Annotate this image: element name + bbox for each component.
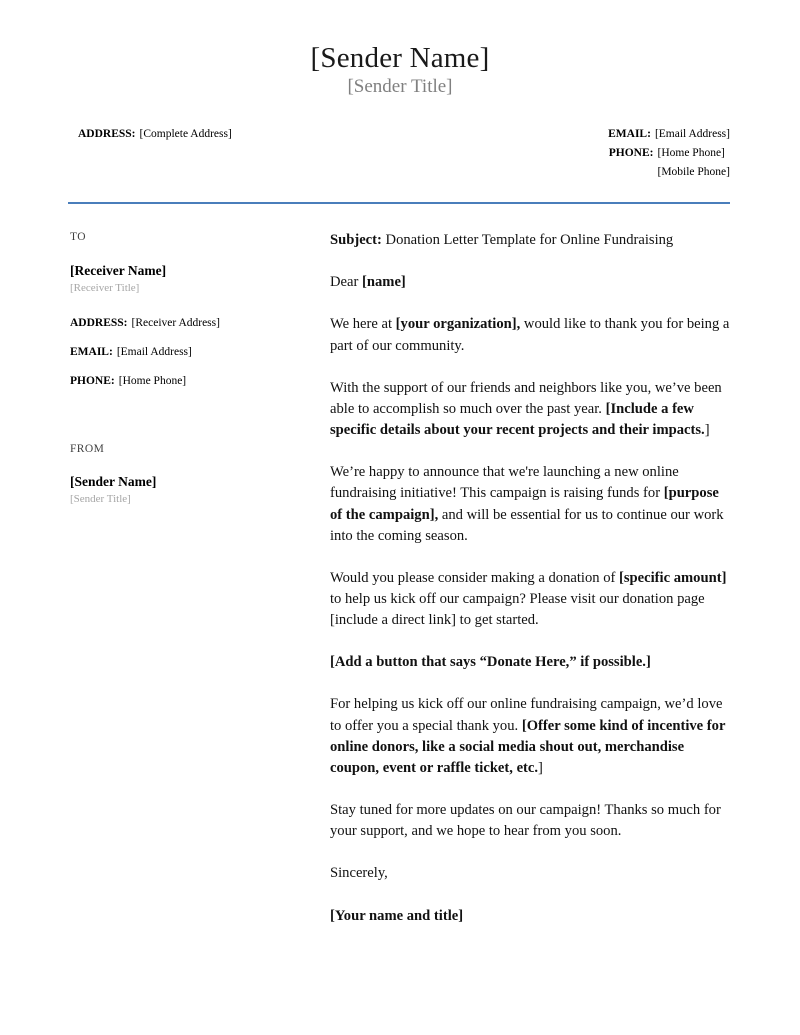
header-divider-rule [68, 202, 730, 204]
header-contact-value: [Complete Address] [139, 128, 232, 141]
text-run: With the support of our friends and neighbors like you, we’ve been able to accomplish so much over the past year. [330, 379, 722, 417]
letter-column [298, 230, 730, 927]
text-run: and will be essential for us to continue our work into the coming season. [330, 506, 724, 544]
text-run: We here at [330, 316, 396, 333]
salutation-plain: Dear [330, 274, 363, 291]
receiver-contact-label: ADDRESS: [70, 317, 128, 330]
p-incentive [330, 694, 730, 779]
receiver-contact-row [70, 344, 298, 360]
emphasis-run: [Add a button that says “Donate Here,” if possible.] [330, 654, 651, 671]
header-contact-value-stack [655, 125, 730, 144]
header-contact-row [608, 125, 730, 144]
header-contact-label: ADDRESS: [78, 128, 136, 141]
header-contact-value-stack [657, 144, 730, 181]
subject-text: Donation Letter Template for Online Fundraising [385, 232, 674, 249]
header-contact-row [608, 144, 730, 181]
receiver-contact-row [70, 373, 298, 389]
emphasis-run: [purpose of the campaign], [330, 485, 719, 523]
receiver-name: [Receiver Name] [70, 263, 167, 279]
salutation-name-placeholder: [name] [362, 274, 406, 291]
header-contact-value: [Mobile Phone] [657, 165, 730, 178]
text-run: Would you please consider making a donation of [330, 569, 620, 586]
text-run: For helping us kick off our online fundraising campaign, we’d love to offer you a special thank you. [330, 696, 723, 734]
receiver-contact-value: [Receiver Address] [131, 317, 220, 330]
from-block [70, 442, 298, 507]
receiver-contact-value-stack [119, 373, 186, 389]
from-sender-title: [Sender Title] [70, 493, 131, 506]
emphasis-run: [Your name and title] [330, 907, 464, 924]
subject-line [330, 230, 730, 251]
p-support [330, 378, 730, 441]
letter-body [330, 230, 730, 927]
header-contact-value: [Home Phone] [657, 146, 725, 159]
header-contact-label: PHONE: [608, 146, 654, 159]
emphasis-run: [Offer some kind of incentive for online donors, like a social media shout out, merchandise coupon, event or raffle ticket, etc. [330, 717, 726, 776]
header-contact-row [78, 126, 232, 143]
receiver-title: [Receiver Title] [70, 281, 140, 294]
header-contact-value: [Email Address] [654, 128, 730, 141]
to-block [70, 230, 298, 389]
letter-paragraphs [330, 314, 730, 926]
to-label: TO [70, 231, 86, 244]
receiver-contact-row [70, 315, 298, 331]
receiver-contact-label: PHONE: [70, 375, 115, 388]
text-run: ] [538, 759, 543, 776]
header-contact-label: EMAIL: [608, 128, 651, 141]
text-run: ] [704, 422, 710, 439]
from-label: FROM [70, 442, 105, 455]
from-sender-name: [Sender Name] [70, 474, 157, 490]
sender-title: [Sender Title] [347, 76, 453, 98]
header-email-phone-block [608, 125, 730, 181]
p-button-note [330, 652, 730, 673]
header-address-block [68, 125, 232, 143]
p-sincerely [330, 863, 730, 884]
text-run: Sincerely, [330, 865, 388, 882]
salutation-line [330, 272, 730, 293]
emphasis-run: [your organization], [395, 316, 521, 333]
header-contact-info [0, 125, 800, 181]
emphasis-run: [specific amount] [619, 569, 727, 586]
p-ask [330, 568, 730, 631]
text-run: We’re happy to announce that we're launching a new online fundraising initiative! This campaign is raising funds for [330, 464, 679, 502]
text-run: to help us kick off our campaign? Please visit our donation page [include a direct link] to get started. [330, 591, 705, 629]
receiver-contact-value-stack [117, 344, 192, 360]
text-run: would like to thank you for being a part of our community. [330, 316, 730, 354]
receiver-contact-value: [Email Address] [116, 346, 192, 359]
sender-name: [Sender Name] [310, 42, 490, 74]
p-announce [330, 462, 730, 547]
header-contact-value-stack [140, 126, 232, 143]
receiver-contact-value: [Home Phone] [118, 375, 187, 388]
emphasis-run: [Include a few specific details about your recent projects and their impacts. [330, 400, 705, 439]
receiver-contact-label: EMAIL: [70, 346, 113, 359]
p-signature [330, 906, 730, 927]
addressee-column [68, 230, 298, 507]
subject-label: Subject: [330, 232, 382, 249]
text-run: Stay tuned for more updates on our campaign! Thanks so much for your support, and we hope to hear from you soon. [330, 802, 721, 840]
receiver-contact-value-stack [132, 315, 220, 331]
body-columns [0, 230, 800, 927]
receiver-contacts [70, 315, 298, 389]
p-closing [330, 800, 730, 842]
p-thanks [330, 314, 730, 356]
letterhead [0, 0, 800, 99]
